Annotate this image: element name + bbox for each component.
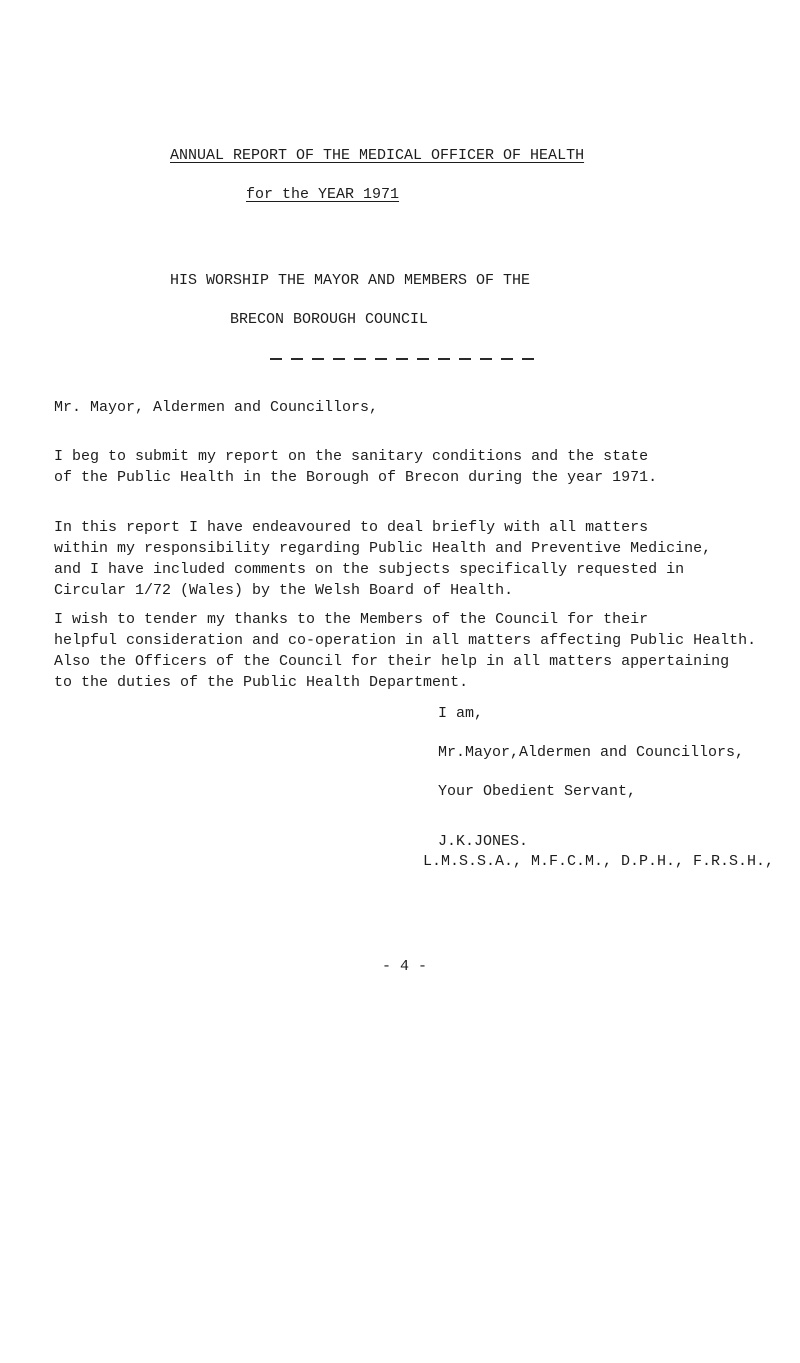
signature-name: J.K.JONES.	[438, 833, 529, 850]
closing-line-2: Mr.Mayor,Aldermen and Councillors,	[438, 744, 745, 761]
salutation: Mr. Mayor, Aldermen and Councillors,	[54, 399, 379, 416]
address-line-2: BRECON BOROUGH COUNCIL	[230, 311, 429, 328]
signature-qualifications: L.M.S.S.A., M.F.C.M., D.P.H., F.R.S.H.,	[423, 853, 775, 870]
paragraph-1: I beg to submit my report on the sanitary conditions and the state of the Public Health in the Borough of Brecon during the year 1971.	[54, 448, 658, 486]
paragraph-2: In this report I have endeavoured to deal briefly with all matters within my responsibility regarding Public Health and Preventive Medicine, and I have included comments on the subjects specifically requested in Circular 1/72 (Wales) by the Welsh Board of Health.	[54, 519, 712, 599]
closing-line-3: Your Obedient Servant,	[438, 783, 637, 800]
dashed-divider	[270, 358, 535, 360]
closing-line-1: I am,	[438, 705, 484, 722]
report-title: ANNUAL REPORT OF THE MEDICAL OFFICER OF HEALTH	[170, 147, 585, 164]
page-number: - 4 -	[382, 958, 428, 975]
address-line-1: HIS WORSHIP THE MAYOR AND MEMBERS OF THE	[170, 272, 531, 289]
report-year: for the YEAR 1971	[246, 186, 400, 203]
paragraph-3: I wish to tender my thanks to the Members of the Council for their helpful consideration and co-operation in all matters affecting Public Health. Also the Officers of the Council for their help in all matters appertaining to the duties of the Public Health Department.	[54, 611, 757, 691]
